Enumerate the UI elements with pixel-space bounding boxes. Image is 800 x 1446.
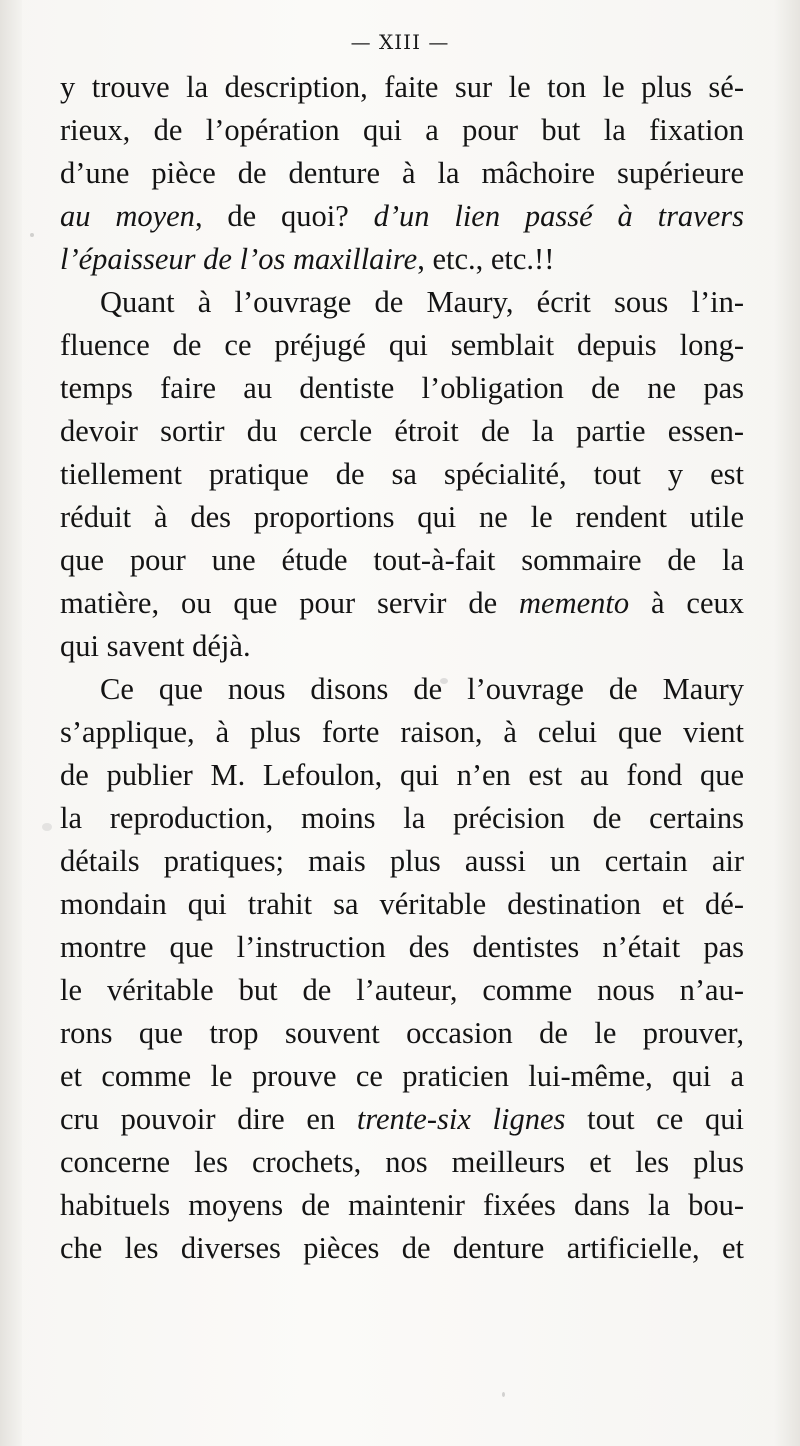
italic-text: au moyen [60,199,195,233]
text-line [60,195,744,238]
paper-speck [42,823,52,831]
text-line [60,109,744,152]
text-line [60,1098,744,1141]
text-line [60,1141,744,1184]
text-segment: la reproduction, moins la précision de certains [60,801,744,835]
text-segment: rons que trop souvent occasion de le prouver, [60,1016,744,1050]
page-number: — XIII — [350,30,450,54]
text-segment: matière, ou que pour servir de [60,586,520,620]
text-segment: d’une pièce de denture à la mâchoire supérieure [60,156,744,190]
page-left-shadow [0,0,22,1446]
text-segment: tiellement pratique de sa spécialité, tout y est [60,457,744,491]
text-segment: y trouve la description, faite sur le ton le plus sé- [60,70,744,104]
text-line [60,238,744,281]
text-line [60,539,744,582]
body-text [60,66,744,1270]
text-segment: s’applique, à plus forte raison, à celui que vient [60,715,744,749]
text-line [60,969,744,1012]
text-segment: détails pratiques; mais plus aussi un certain air [60,844,744,878]
text-line [60,66,744,109]
text-line [60,1227,744,1270]
text-line [60,926,744,969]
text-segment: rieux, de l’opération qui a pour but la fixation [60,113,744,147]
text-segment: , etc., etc.!! [417,242,555,276]
text-line [60,1012,744,1055]
text-segment: de publier M. Lefoulon, qui n’en est au fond que [60,758,744,792]
text-line [60,367,744,410]
text-segment: mondain qui trahit sa véritable destination et dé- [60,887,744,921]
text-line [60,453,744,496]
text-segment: montre que l’instruction des dentistes n’était pas [60,930,744,964]
italic-text: memento [519,586,630,620]
italic-text: d’un lien passé à travers [373,199,744,233]
text-segment: Ce que nous disons de l’ouvrage de Maury [100,672,744,706]
paper-speck [30,233,34,237]
italic-text: trente-six lignes [356,1102,566,1136]
italic-text: l’épaisseur de l’os maxillaire [60,242,418,276]
text-line [60,496,744,539]
text-line [60,410,744,453]
text-segment: fluence de ce préjugé qui semblait depuis long- [60,328,744,362]
text-segment: que pour une étude tout-à-fait sommaire de la [60,543,744,577]
text-segment: cru pouvoir dire en [60,1102,357,1136]
text-line [60,582,744,625]
text-segment: réduit à des proportions qui ne le rendent utile [60,500,744,534]
text-segment: qui savent déjà. [60,629,251,663]
text-segment: tout ce qui [565,1102,745,1136]
text-line [60,1055,744,1098]
text-line [60,711,744,754]
text-line [60,1184,744,1227]
text-line [60,152,744,195]
paper-speck [440,678,448,684]
text-segment: concerne les crochets, nos meilleurs et les plus [60,1145,744,1179]
text-segment: temps faire au dentiste l’obligation de ne pas [60,371,744,405]
text-segment: devoir sortir du cercle étroit de la partie essen- [60,414,744,448]
text-segment: et comme le prouve ce praticien lui-même, qui a [60,1059,744,1093]
text-line [60,797,744,840]
text-segment: , de quoi? [194,199,374,233]
text-segment: Quant à l’ouvrage de Maury, écrit sous l’in- [100,285,744,319]
text-line [60,625,744,668]
text-segment: che les diverses pièces de denture artificielle, et [60,1231,744,1265]
text-segment: à ceux [629,586,744,620]
text-line [60,883,744,926]
paragraph-first-line [60,668,744,711]
text-line [60,754,744,797]
text-segment: habituels moyens de maintenir fixées dans la bou- [60,1188,744,1222]
page-right-shadow [774,0,800,1446]
text-line [60,840,744,883]
text-line [60,324,744,367]
paragraph-first-line [60,281,744,324]
paper-speck [502,1392,505,1397]
text-segment: le véritable but de l’auteur, comme nous n’au- [60,973,744,1007]
